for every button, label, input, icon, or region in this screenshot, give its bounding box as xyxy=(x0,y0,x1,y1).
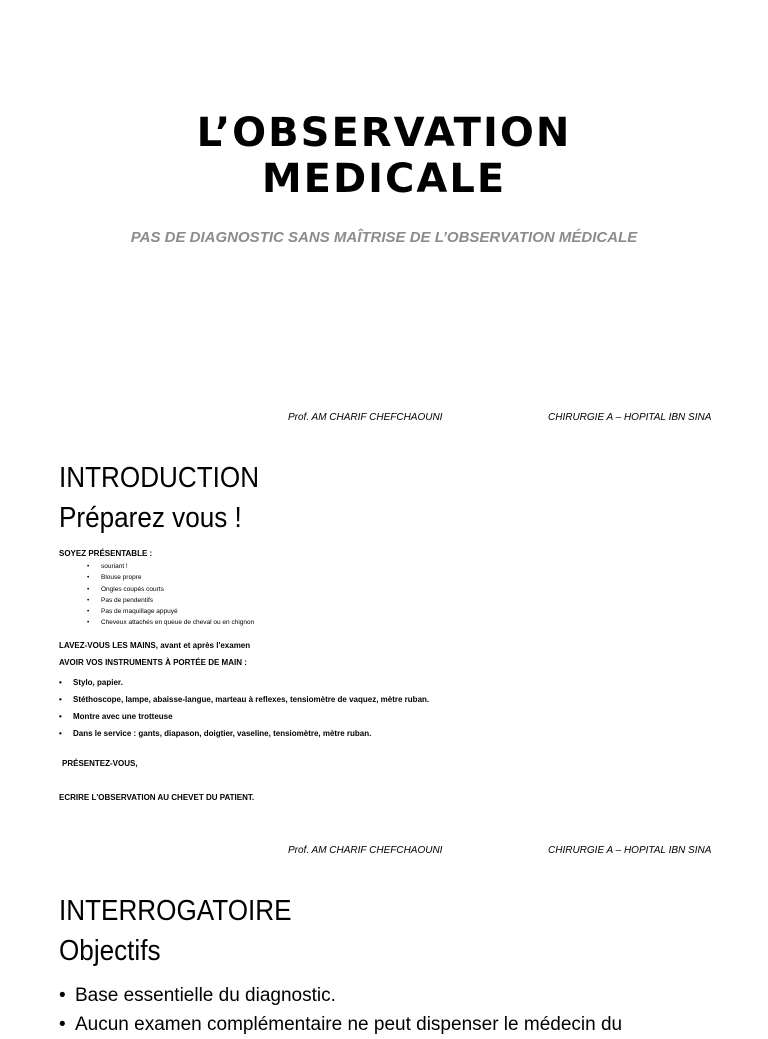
soyez-list xyxy=(87,561,254,629)
list-item: • Aucun examen complémentaire ne peut dispenser le médecin du xyxy=(59,1010,622,1039)
list-item: • Blouse propre xyxy=(87,572,254,583)
interrogatoire-slide xyxy=(0,864,768,1035)
slide-heading xyxy=(59,458,259,538)
footer-institution: CHIRURGIE A – HOPITAL IBN SINA xyxy=(548,412,712,423)
footer-author: Prof. AM CHARIF CHEFCHAOUNI xyxy=(288,845,443,856)
heading-line-1: INTRODUCTION xyxy=(59,462,260,494)
ecrire-text: ECRIRE L'OBSERVATION AU CHEVET DU PATIENT. xyxy=(59,793,255,802)
list-item: • Montre avec une trotteuse xyxy=(59,708,429,725)
title-line-1: L’OBSERVATION xyxy=(196,110,572,156)
list-item: • Stéthoscope, lampe, abaisse-langue, marteau à reflexes, tensiomètre de vaquez, mètre ruban. xyxy=(59,691,429,708)
introduction-slide xyxy=(0,432,768,864)
list-item: • Dans le service : gants, diapason, doigtier, vaseline, tensiomètre, mètre ruban. xyxy=(59,725,429,742)
footer-author: Prof. AM CHARIF CHEFCHAOUNI xyxy=(288,412,443,423)
slide-heading xyxy=(59,891,292,971)
title-line-2: MEDICALE xyxy=(261,156,507,202)
list-item: • Pas de pendentifs xyxy=(87,595,254,606)
slide-title xyxy=(0,110,768,202)
list-item: • Ongles coupés courts xyxy=(87,584,254,595)
presentez-text: PRÉSENTEZ-VOUS, xyxy=(62,759,138,768)
heading-line-2: Objectifs xyxy=(59,935,161,967)
heading-line-2: Préparez vous ! xyxy=(59,502,242,534)
objectifs-list xyxy=(59,981,622,1039)
slide-subtitle: PAS DE DIAGNOSTIC SANS MAÎTRISE DE L’OBSERVATION MÉDICALE xyxy=(130,229,638,246)
list-item: • Pas de maquillage appuyé xyxy=(87,606,254,617)
avoir-text: AVOIR VOS INSTRUMENTS À PORTÉE DE MAIN : xyxy=(59,658,247,667)
soyez-label: SOYEZ PRÉSENTABLE : xyxy=(59,549,153,558)
list-item: • souriant ! xyxy=(87,561,254,572)
title-slide xyxy=(0,0,768,432)
lavez-text: LAVEZ-VOUS LES MAINS, avant et après l'examen xyxy=(59,641,251,650)
heading-line-1: INTERROGATOIRE xyxy=(59,895,292,927)
instruments-list xyxy=(59,674,429,742)
list-item: • Base essentielle du diagnostic. xyxy=(59,981,622,1010)
list-item: • Stylo, papier. xyxy=(59,674,429,691)
footer-institution: CHIRURGIE A – HOPITAL IBN SINA xyxy=(548,845,712,856)
list-item: • Cheveux attachés en queue de cheval ou en chignon xyxy=(87,617,254,628)
